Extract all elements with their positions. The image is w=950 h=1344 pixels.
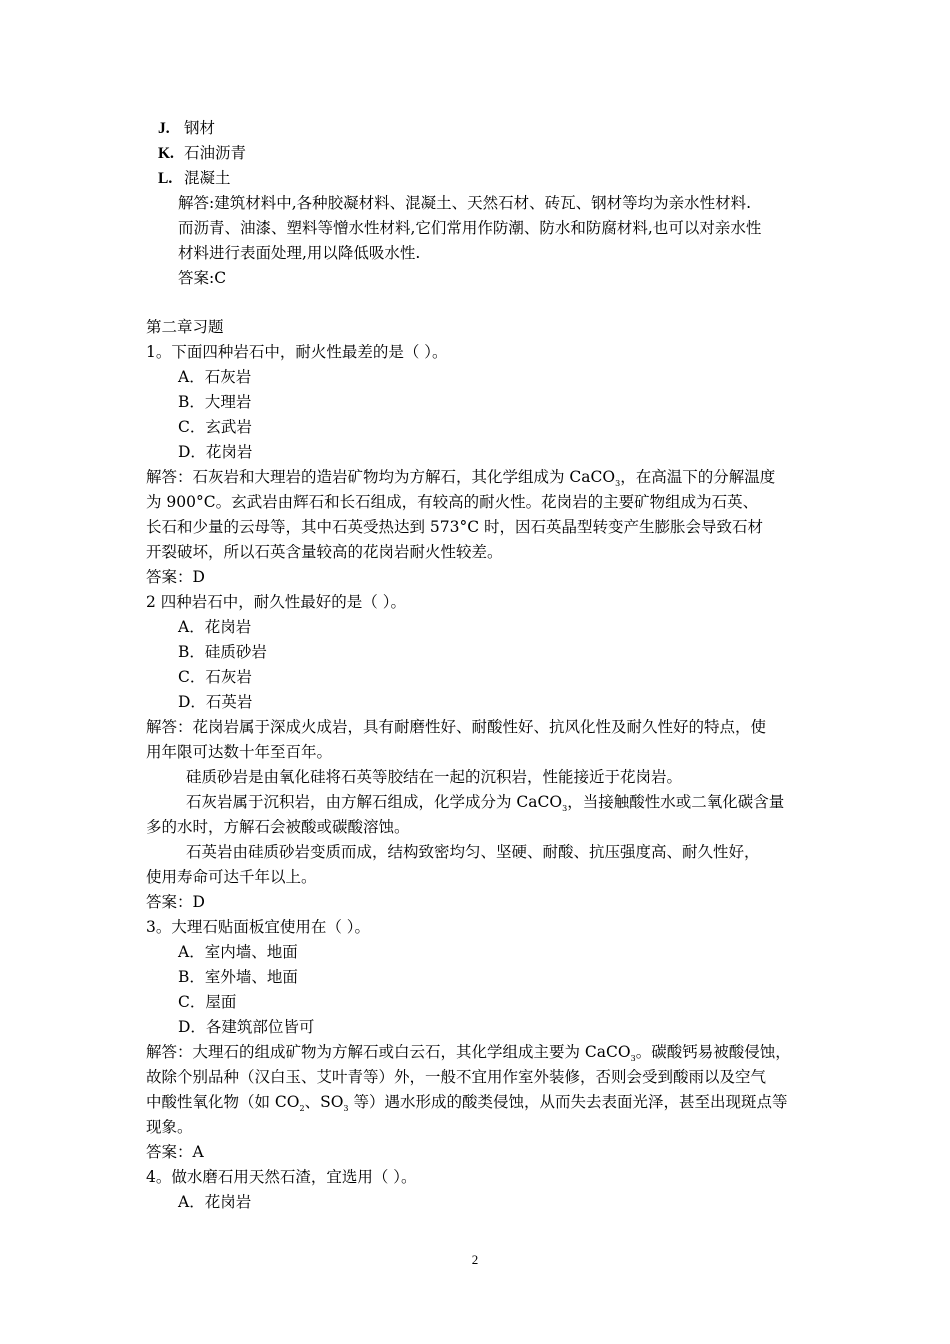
q3-option-b: B．室外墙、地面 xyxy=(178,968,298,986)
q3-answer-line-2: 故除个别品种（汉白玉、艾叶青等）外，一般不宜用作室外装修，否则会受到酸雨以及空气 xyxy=(146,1068,767,1086)
option-text: 石油沥青 xyxy=(184,144,247,162)
option-k xyxy=(158,141,246,166)
text: 解答：石灰岩和大理岩的造岩矿物均为方解石，其化学组成为 CaCO xyxy=(146,468,616,486)
option-label: K. xyxy=(158,145,174,162)
q1-question: 1。下面四种岩石中，耐火性最差的是（ ）。 xyxy=(146,343,448,361)
q2-answer-line-7: 使用寿命可达千年以上。 xyxy=(146,868,317,886)
q2-answer-line-3: 硅质砂岩是由氧化硅将石英等胶结在一起的沉积岩，性能接近于花岗岩。 xyxy=(186,768,683,786)
text: ，在高温下的分解温度 xyxy=(620,468,776,486)
q3-answer-line-4: 现象。 xyxy=(146,1118,193,1136)
q3-option-a: A．室内墙、地面 xyxy=(178,943,298,961)
option-label: J. xyxy=(158,120,170,137)
text: 石灰岩属于沉积岩，由方解石组成，化学成分为 CaCO xyxy=(186,793,563,811)
q1-result: 答案：D xyxy=(146,568,205,586)
q2-option-a: A．花岗岩 xyxy=(178,618,252,636)
option-text: 混凝土 xyxy=(184,169,231,187)
prev-answer-line-1: 解答:建筑材料中,各种胶凝材料、混凝土、天然石材、砖瓦、钢材等均为亲水性材料. xyxy=(178,194,752,212)
q2-result: 答案：D xyxy=(146,893,205,911)
q1-option-b: B．大理岩 xyxy=(178,393,252,411)
q2-answer-line-2: 用年限可达数十年至百年。 xyxy=(146,743,333,761)
q2-answer-line-4 xyxy=(186,790,784,814)
page-number: 2 xyxy=(471,1252,479,1267)
q3-answer-line-1 xyxy=(146,1040,791,1064)
prev-result: 答案:C xyxy=(178,269,227,287)
subscript: 3 xyxy=(630,1054,636,1063)
text: 中酸性氧化物（如 CO xyxy=(146,1093,300,1111)
q1-option-c: C．玄武岩 xyxy=(178,418,252,436)
q1-answer-line-2: 为 900°C。玄武岩由辉石和长石组成，有较高的耐火性。花岗岩的主要矿物组成为石英、 xyxy=(146,493,759,511)
q2-answer-line-6: 石英岩由硅质砂岩变质而成，结构致密均匀、坚硬、耐酸、抗压强度高、耐久性好， xyxy=(186,843,760,861)
text: 、SO xyxy=(304,1093,344,1111)
q1-answer-line-4: 开裂破坏，所以石英含量较高的花岗岩耐火性较差。 xyxy=(146,543,503,561)
option-text: 钢材 xyxy=(184,119,216,137)
option-l xyxy=(158,166,231,191)
q2-question: 2 四种岩石中，耐久性最好的是（ ）。 xyxy=(146,593,406,611)
q3-option-c: C．屋面 xyxy=(178,993,237,1011)
q3-answer-line-3 xyxy=(146,1090,787,1114)
option-j xyxy=(158,116,215,141)
q4-question: 4。做水磨石用天然石渣，宜选用（ ）。 xyxy=(146,1168,417,1186)
text: 。碳酸钙易被酸侵蚀， xyxy=(635,1043,791,1061)
q3-result: 答案：A xyxy=(146,1143,204,1161)
q2-option-c: C．石灰岩 xyxy=(178,668,252,686)
subscript: 3 xyxy=(615,479,621,488)
q2-option-d: D．石英岩 xyxy=(178,693,253,711)
q1-answer-line-1 xyxy=(146,465,775,489)
q2-option-b: B．硅质砂岩 xyxy=(178,643,267,661)
q1-option-d: D．花岗岩 xyxy=(178,443,253,461)
subscript: 3 xyxy=(562,804,568,813)
prev-answer-line-3: 材料进行表面处理,用以降低吸水性. xyxy=(178,244,421,262)
q3-question: 3。大理石贴面板宜使用在（ ）。 xyxy=(146,918,371,936)
subscript: 3 xyxy=(343,1104,349,1113)
prev-answer-line-2: 而沥青、油漆、塑料等憎水性材料,它们常用作防潮、防水和防腐材料,也可以对亲水性 xyxy=(178,219,762,237)
q1-answer-line-3: 长石和少量的云母等，其中石英受热达到 573°C 时，因石英晶型转变产生膨胀会导致石材 xyxy=(146,518,764,536)
q3-option-d: D．各建筑部位皆可 xyxy=(178,1018,315,1036)
text: 解答：大理石的组成矿物为方解石或白云石，其化学组成主要为 CaCO xyxy=(146,1043,631,1061)
subscript: 2 xyxy=(299,1104,305,1113)
q4-option-a: A．花岗岩 xyxy=(178,1193,252,1211)
text: 等）遇水形成的酸类侵蚀，从而失去表面光泽，甚至出现斑点等 xyxy=(348,1093,788,1111)
text: ，当接触酸性水或二氧化碳含量 xyxy=(567,793,785,811)
q2-answer-line-1: 解答：花岗岩属于深成火成岩，具有耐磨性好、耐酸性好、抗风化性及耐久性好的特点，使 xyxy=(146,718,767,736)
q1-option-a: A．石灰岩 xyxy=(178,368,252,386)
q2-answer-line-5: 多的水时，方解石会被酸或碳酸溶蚀。 xyxy=(146,818,410,836)
option-label: L. xyxy=(158,170,173,187)
chapter-title: 第二章习题 xyxy=(146,318,224,336)
